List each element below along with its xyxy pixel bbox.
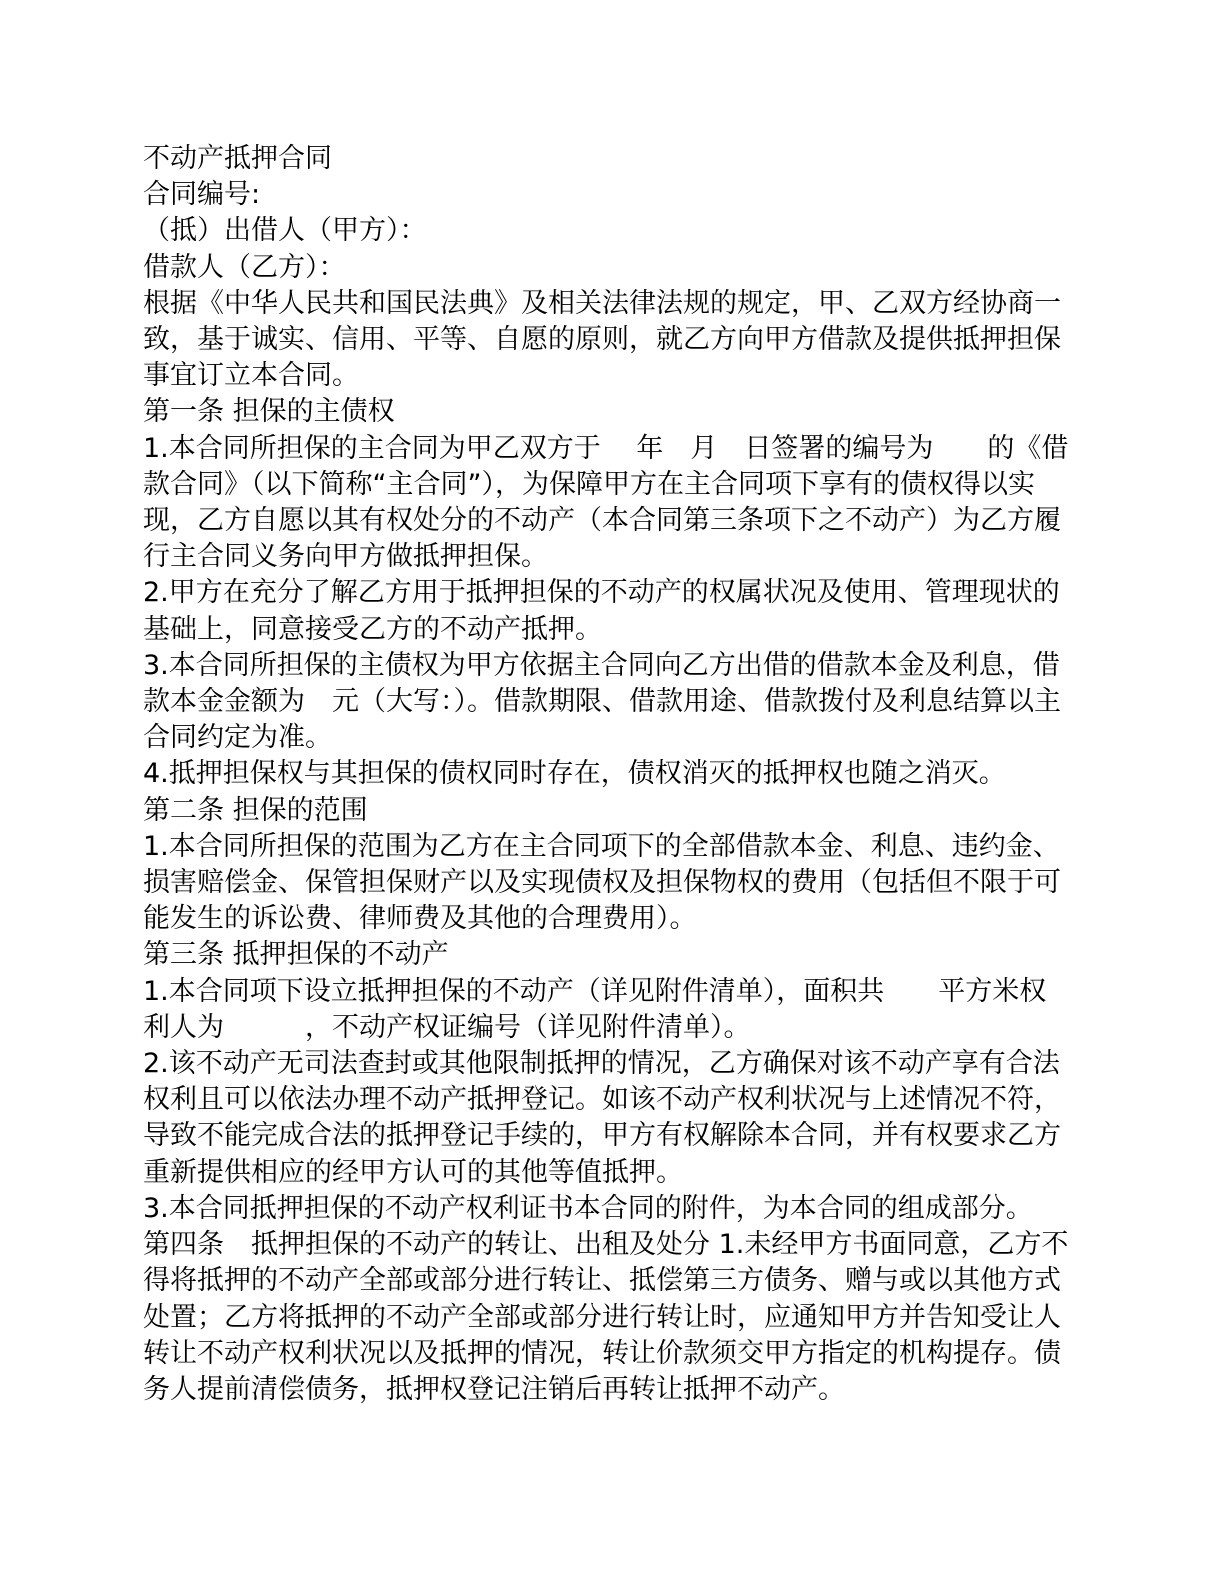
article-1-clause-3: 3.本合同所担保的主债权为甲方依据主合同向乙方出借的借款本金及利息，借款本金金额为 元（大写：）。借款期限、借款用途、借款拨付及利息结算以主合同约定为准。 bbox=[143, 649, 1061, 754]
document-title: 不动产抵押合同 bbox=[143, 143, 332, 174]
article-3-clause-1: 1.本合同项下设立抵押担保的不动产（详见附件清单），面积共 平方米权利人为 ，不动产权证编号（详见附件清单）。 bbox=[143, 975, 1047, 1043]
lender-party-line: （抵）出借人（甲方）： bbox=[143, 215, 427, 247]
article-3-heading: 第三条 抵押担保的不动产 bbox=[143, 939, 449, 971]
article-2-heading: 第二条 担保的范围 bbox=[143, 794, 368, 826]
article-4-paragraph: 第四条 抵押担保的不动产的转让、出租及处分 1.未经甲方书面同意，乙方不得将抵押的不动产全部或部分进行转让、抵偿第三方债务、赠与或以其他方式处置；乙方将抵押的不动产全部或部分进行转让时，应通知甲方并告知受让人转让不动产权利状况以及抵押的情况，转让价款须交甲方指定的机构提存。债务人提前清偿债务，抵押权登记注销后再转让抵押不动产。 bbox=[143, 1229, 1069, 1405]
article-3-clause-2: 2.该不动产无司法查封或其他限制抵押的情况，乙方确保对该不动产享有合法权利且可以依法办理不动产抵押登记。如该不动产权利状况与上述情况不符，导致不能完成合法的抵押登记手续的，甲方有权解除本合同，并有权要求乙方重新提供相应的经甲方认可的其他等值抵押。 bbox=[143, 1048, 1061, 1188]
article-1-clause-4: 4.抵押担保权与其担保的债权同时存在，债权消灭的抵押权也随之消灭。 bbox=[143, 758, 1006, 790]
article-1-clause-1: 1.本合同所担保的主合同为甲乙双方于 年 月 日签署的编号为 的《借款合同》（以下简称“主合同”），为保障甲方在主合同项下享有的债权得以实现，乙方自愿以其有权处分的不动产（本合同第三条项下之不动产）为乙方履行主合同义务向甲方做抵押担保。 bbox=[143, 432, 1069, 573]
preamble-paragraph: 根据《中华人民共和国民法典》及相关法律法规的规定，甲、乙双方经协商一致，基于诚实、信用、平等、自愿的原则，就乙方向甲方借款及提供抵押担保事宜订立本合同。 bbox=[143, 287, 1061, 392]
contract-number-line: 合同编号: bbox=[143, 179, 261, 211]
document-page bbox=[143, 141, 1073, 1408]
article-2-clause-1: 1.本合同所担保的范围为乙方在主合同项下的全部借款本金、利息、违约金、损害赔偿金、保管担保财产以及实现债权及担保物权的费用（包括但不限于可能发生的诉讼费、律师费及其他的合理费用）。 bbox=[143, 830, 1061, 935]
article-3-clause-3: 3.本合同抵押担保的不动产权利证书本合同的附件，为本合同的组成部分。 bbox=[143, 1192, 1033, 1224]
article-1-clause-2: 2.甲方在充分了解乙方用于抵押担保的不动产的权属状况及使用、管理现状的基础上，同意接受乙方的不动产抵押。 bbox=[143, 577, 1060, 645]
article-1-heading: 第一条 担保的主债权 bbox=[143, 396, 395, 428]
borrower-party-line: 借款人（乙方）： bbox=[143, 251, 346, 283]
